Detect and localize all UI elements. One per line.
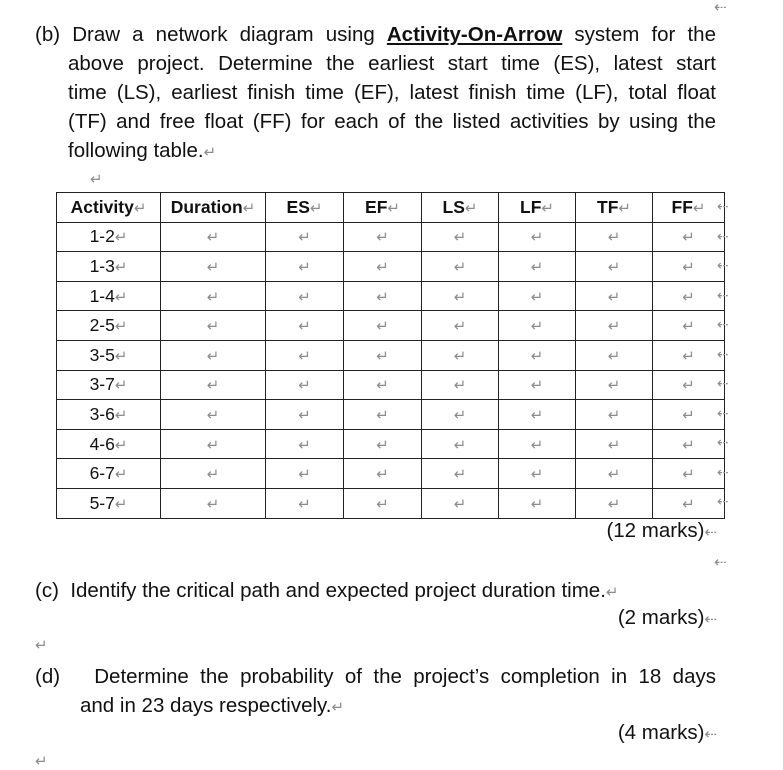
cell-mark: ↵ [530,405,544,424]
cell-mark: ↵ [453,494,467,513]
empty-cell [653,222,725,252]
activity-cell: 3-6↵ [57,400,161,430]
row-end-mark: ⇠ [717,376,729,392]
cell-mark: ↵ [206,346,220,365]
cell-mark: ↵ [607,317,621,336]
empty-cell [653,459,725,489]
column-header-duration: Duration↵ [161,193,266,223]
empty-cell [576,429,653,459]
table-row [57,400,725,430]
cell-mark: ↵ [206,494,220,513]
cell-mark: ↵ [114,435,128,454]
cell-mark: ↵ [530,317,544,336]
cell-mark: ↵ [376,257,389,276]
table-row [57,252,725,282]
empty-cell [344,340,422,370]
activity-on-arrow-keyword: Activity-On-Arrow [386,23,563,46]
cell-mark: ↵ [387,198,400,217]
cell-mark: ↵ [530,465,544,484]
empty-cell [499,400,576,430]
cell-mark: ↵ [682,317,695,336]
cell-mark: ↵ [607,287,621,306]
table-row [57,340,725,370]
cell-mark: ↵ [607,376,621,395]
cell-mark: ↵ [206,257,220,276]
cell-mark: ↵ [530,376,544,395]
column-header-ls: LS↵ [422,193,499,223]
question-b-line-3: time (LS), earliest finish time (EF), latest finish time (LF), total float [68,81,716,104]
cell-mark: ↵ [298,376,311,395]
cell-mark: ↵ [607,405,621,424]
empty-cell [499,311,576,341]
activity-cell: 1-3↵ [57,252,161,282]
empty-cell [499,429,576,459]
cell-mark: ↵ [114,317,128,336]
activity-cell: 1-2↵ [57,222,161,252]
cell-mark: ↵ [530,435,544,454]
cell-mark: ↵ [376,465,389,484]
empty-cell [422,488,499,518]
cell-mark: ↵ [541,198,554,217]
cell-mark: ↵ [298,228,311,247]
cell-mark: ↵ [206,465,220,484]
empty-cell [653,488,725,518]
cell-mark: ↵ [298,317,311,336]
column-header-ff: FF↵ [653,193,725,223]
empty-cell [499,222,576,252]
cell-mark: ↵ [376,317,389,336]
table-row [57,488,725,518]
empty-cell [422,340,499,370]
cell-mark: ↵ [453,317,467,336]
cell-mark: ↵ [298,257,311,276]
empty-cell [576,222,653,252]
row-end-mark: ⇠ [714,0,727,16]
empty-cell [422,429,499,459]
empty-cell [266,488,344,518]
cell-mark: ↵ [530,257,544,276]
cell-mark: ↵ [682,287,695,306]
table-row [57,281,725,311]
empty-cell [344,400,422,430]
cell-mark: ↵ [114,494,128,513]
empty-cell [499,281,576,311]
cell-mark: ↵ [206,376,220,395]
cell-mark: ↵ [242,198,256,217]
empty-cell [344,222,422,252]
cell-mark: ↵ [298,465,311,484]
column-header-es: ES↵ [266,193,344,223]
paragraph-mark: ↵ [331,698,345,716]
cell-mark: ↵ [692,198,706,217]
paragraph-mark: ↵ [35,636,48,654]
empty-cell [161,429,266,459]
empty-cell [266,429,344,459]
paragraph-mark: ↵ [605,583,619,601]
cell-mark: ↵ [114,346,128,365]
question-c-label: (c) [35,579,59,602]
cell-mark: ↵ [607,494,621,513]
question-d-line-2: and in 23 days respectively.↵ [80,694,345,717]
empty-cell [499,459,576,489]
question-b-line-1: (b) Draw a network diagram using Activity-On-Arrow system for the [35,23,716,46]
cell-mark: ↵ [607,257,621,276]
empty-cell [576,488,653,518]
empty-cell [422,281,499,311]
empty-cell [499,488,576,518]
empty-cell [422,311,499,341]
activity-cell: 4-6↵ [57,429,161,459]
empty-cell [344,252,422,282]
paragraph-mark: ↵ [203,143,217,161]
empty-cell [344,281,422,311]
cell-mark: ↵ [298,435,311,454]
cell-mark: ↵ [607,346,621,365]
paragraph-mark: ⇠ [714,553,727,571]
activity-table [56,192,725,519]
empty-cell [266,281,344,311]
empty-cell [161,311,266,341]
table-header-row [57,193,725,223]
empty-cell [344,459,422,489]
cell-mark: ↵ [453,465,467,484]
cell-mark: ↵ [298,494,311,513]
question-b [35,20,716,167]
question-b-label: (b) [35,23,61,46]
empty-cell [653,429,725,459]
empty-cell [161,370,266,400]
question-d-line-1: (d) Determine the probability of the project’s completion in 18 days [35,665,716,688]
cell-mark: ↵ [682,376,695,395]
cell-mark: ↵ [206,405,220,424]
cell-mark: ↵ [453,287,467,306]
paragraph-mark: ↵ [35,752,48,770]
empty-cell [422,252,499,282]
question-c-marks: (2 marks)⇠ [617,606,717,629]
paragraph-mark: ↵ [90,170,103,188]
activity-cell: 5-7↵ [57,488,161,518]
empty-cell [576,252,653,282]
column-header-ef: EF↵ [344,193,422,223]
column-header-tf: TF↵ [576,193,653,223]
cell-mark: ↵ [682,494,695,513]
row-end-mark: ⇠ [717,346,729,363]
cell-mark: ↵ [206,435,220,454]
cell-mark: ↵ [530,346,544,365]
cell-mark: ↵ [376,494,389,513]
question-b-line-2: above project. Determine the earliest start time (ES), latest start [68,52,716,75]
empty-cell [499,340,576,370]
column-header-lf: LF↵ [499,193,576,223]
cell-mark: ↵ [682,228,695,247]
row-end-mark: ⇠ [717,317,729,333]
empty-cell [161,222,266,252]
question-d-label: (d) [35,665,61,688]
question-b-line-5: following table.↵ [68,139,217,162]
empty-cell [653,311,725,341]
empty-cell [161,488,266,518]
cell-mark: ↵ [682,435,695,454]
cell-mark: ↵ [530,494,544,513]
cell-mark: ↵ [607,465,621,484]
cell-mark: ↵ [298,287,311,306]
empty-cell [266,400,344,430]
cell-mark: ↵ [376,376,389,395]
empty-cell [344,311,422,341]
empty-cell [576,400,653,430]
paragraph-mark: ⇠ [704,725,717,743]
cell-mark: ↵ [206,317,220,336]
empty-cell [576,311,653,341]
empty-cell [161,459,266,489]
question-b-marks: (12 marks)⇠ [606,519,717,542]
empty-cell [576,340,653,370]
cell-mark: ↵ [376,228,389,247]
row-end-mark: ⇠ [717,258,729,274]
cell-mark: ↵ [530,287,544,306]
empty-cell [576,281,653,311]
activity-cell: 2-5↵ [57,311,161,341]
empty-cell [161,252,266,282]
column-header-activity: Activity↵ [57,193,161,223]
cell-mark: ↵ [607,435,621,454]
cell-mark: ↵ [298,405,311,424]
table-row [57,222,725,252]
empty-cell [161,340,266,370]
cell-mark: ↵ [309,198,323,217]
empty-cell [576,370,653,400]
cell-mark: ↵ [682,346,695,365]
question-c: (c) Identify the critical path and expected project duration time.↵ [35,579,619,602]
empty-cell [266,459,344,489]
empty-cell [653,370,725,400]
row-end-mark: ⇠ [717,494,729,510]
row-end-mark: ⇠ [717,464,729,481]
cell-mark: ↵ [682,405,695,424]
cell-mark: ↵ [206,228,220,247]
activity-cell: 3-5↵ [57,340,161,370]
empty-cell [422,222,499,252]
empty-cell [422,459,499,489]
row-end-mark: ⇠ [717,435,729,451]
cell-mark: ↵ [607,228,621,247]
cell-mark: ↵ [114,376,128,395]
row-end-mark: ⇠ [717,228,729,245]
empty-cell [344,429,422,459]
table-row [57,429,725,459]
cell-mark: ↵ [114,465,128,484]
empty-cell [344,370,422,400]
activity-cell: 6-7↵ [57,459,161,489]
cell-mark: ↵ [114,405,128,424]
empty-cell [576,459,653,489]
empty-cell [161,400,266,430]
cell-mark: ↵ [453,376,467,395]
cell-mark: ↵ [376,435,389,454]
cell-mark: ↵ [114,287,128,306]
empty-cell [266,311,344,341]
activity-cell: 1-4↵ [57,281,161,311]
cell-mark: ↵ [453,257,467,276]
paragraph-mark: ⇠ [704,523,717,541]
cell-mark: ↵ [376,346,389,365]
empty-cell [653,281,725,311]
activity-cell: 3-7↵ [57,370,161,400]
row-end-mark: ⇠ [717,287,729,304]
empty-cell [266,370,344,400]
table-row [57,459,725,489]
empty-cell [499,370,576,400]
table-row [57,370,725,400]
empty-cell [422,400,499,430]
empty-cell [266,340,344,370]
empty-cell [653,400,725,430]
empty-cell [161,281,266,311]
cell-mark: ↵ [453,346,467,365]
cell-mark: ↵ [376,405,389,424]
empty-cell [653,252,725,282]
empty-cell [422,370,499,400]
empty-cell [266,222,344,252]
cell-mark: ↵ [682,257,695,276]
cell-mark: ↵ [298,346,311,365]
cell-mark: ↵ [114,257,128,276]
row-end-mark: ⇠ [717,405,729,422]
table-row [57,311,725,341]
empty-cell [499,252,576,282]
paragraph-mark: ⇠ [704,610,717,628]
empty-cell [653,340,725,370]
cell-mark: ↵ [453,228,467,247]
cell-mark: ↵ [464,198,478,217]
row-end-mark: ⇠ [717,199,729,215]
question-b-line-4: (TF) and free float (FF) for each of the listed activities by using the [68,110,716,133]
cell-mark: ↵ [376,287,389,306]
cell-mark: ↵ [114,228,128,247]
cell-mark: ↵ [206,287,220,306]
cell-mark: ↵ [453,405,467,424]
question-d-marks: (4 marks)⇠ [617,721,717,744]
cell-mark: ↵ [682,465,695,484]
empty-cell [344,488,422,518]
cell-mark: ↵ [453,435,467,454]
cell-mark: ↵ [133,198,147,217]
cell-mark: ↵ [618,198,631,217]
cell-mark: ↵ [530,228,544,247]
empty-cell [266,252,344,282]
